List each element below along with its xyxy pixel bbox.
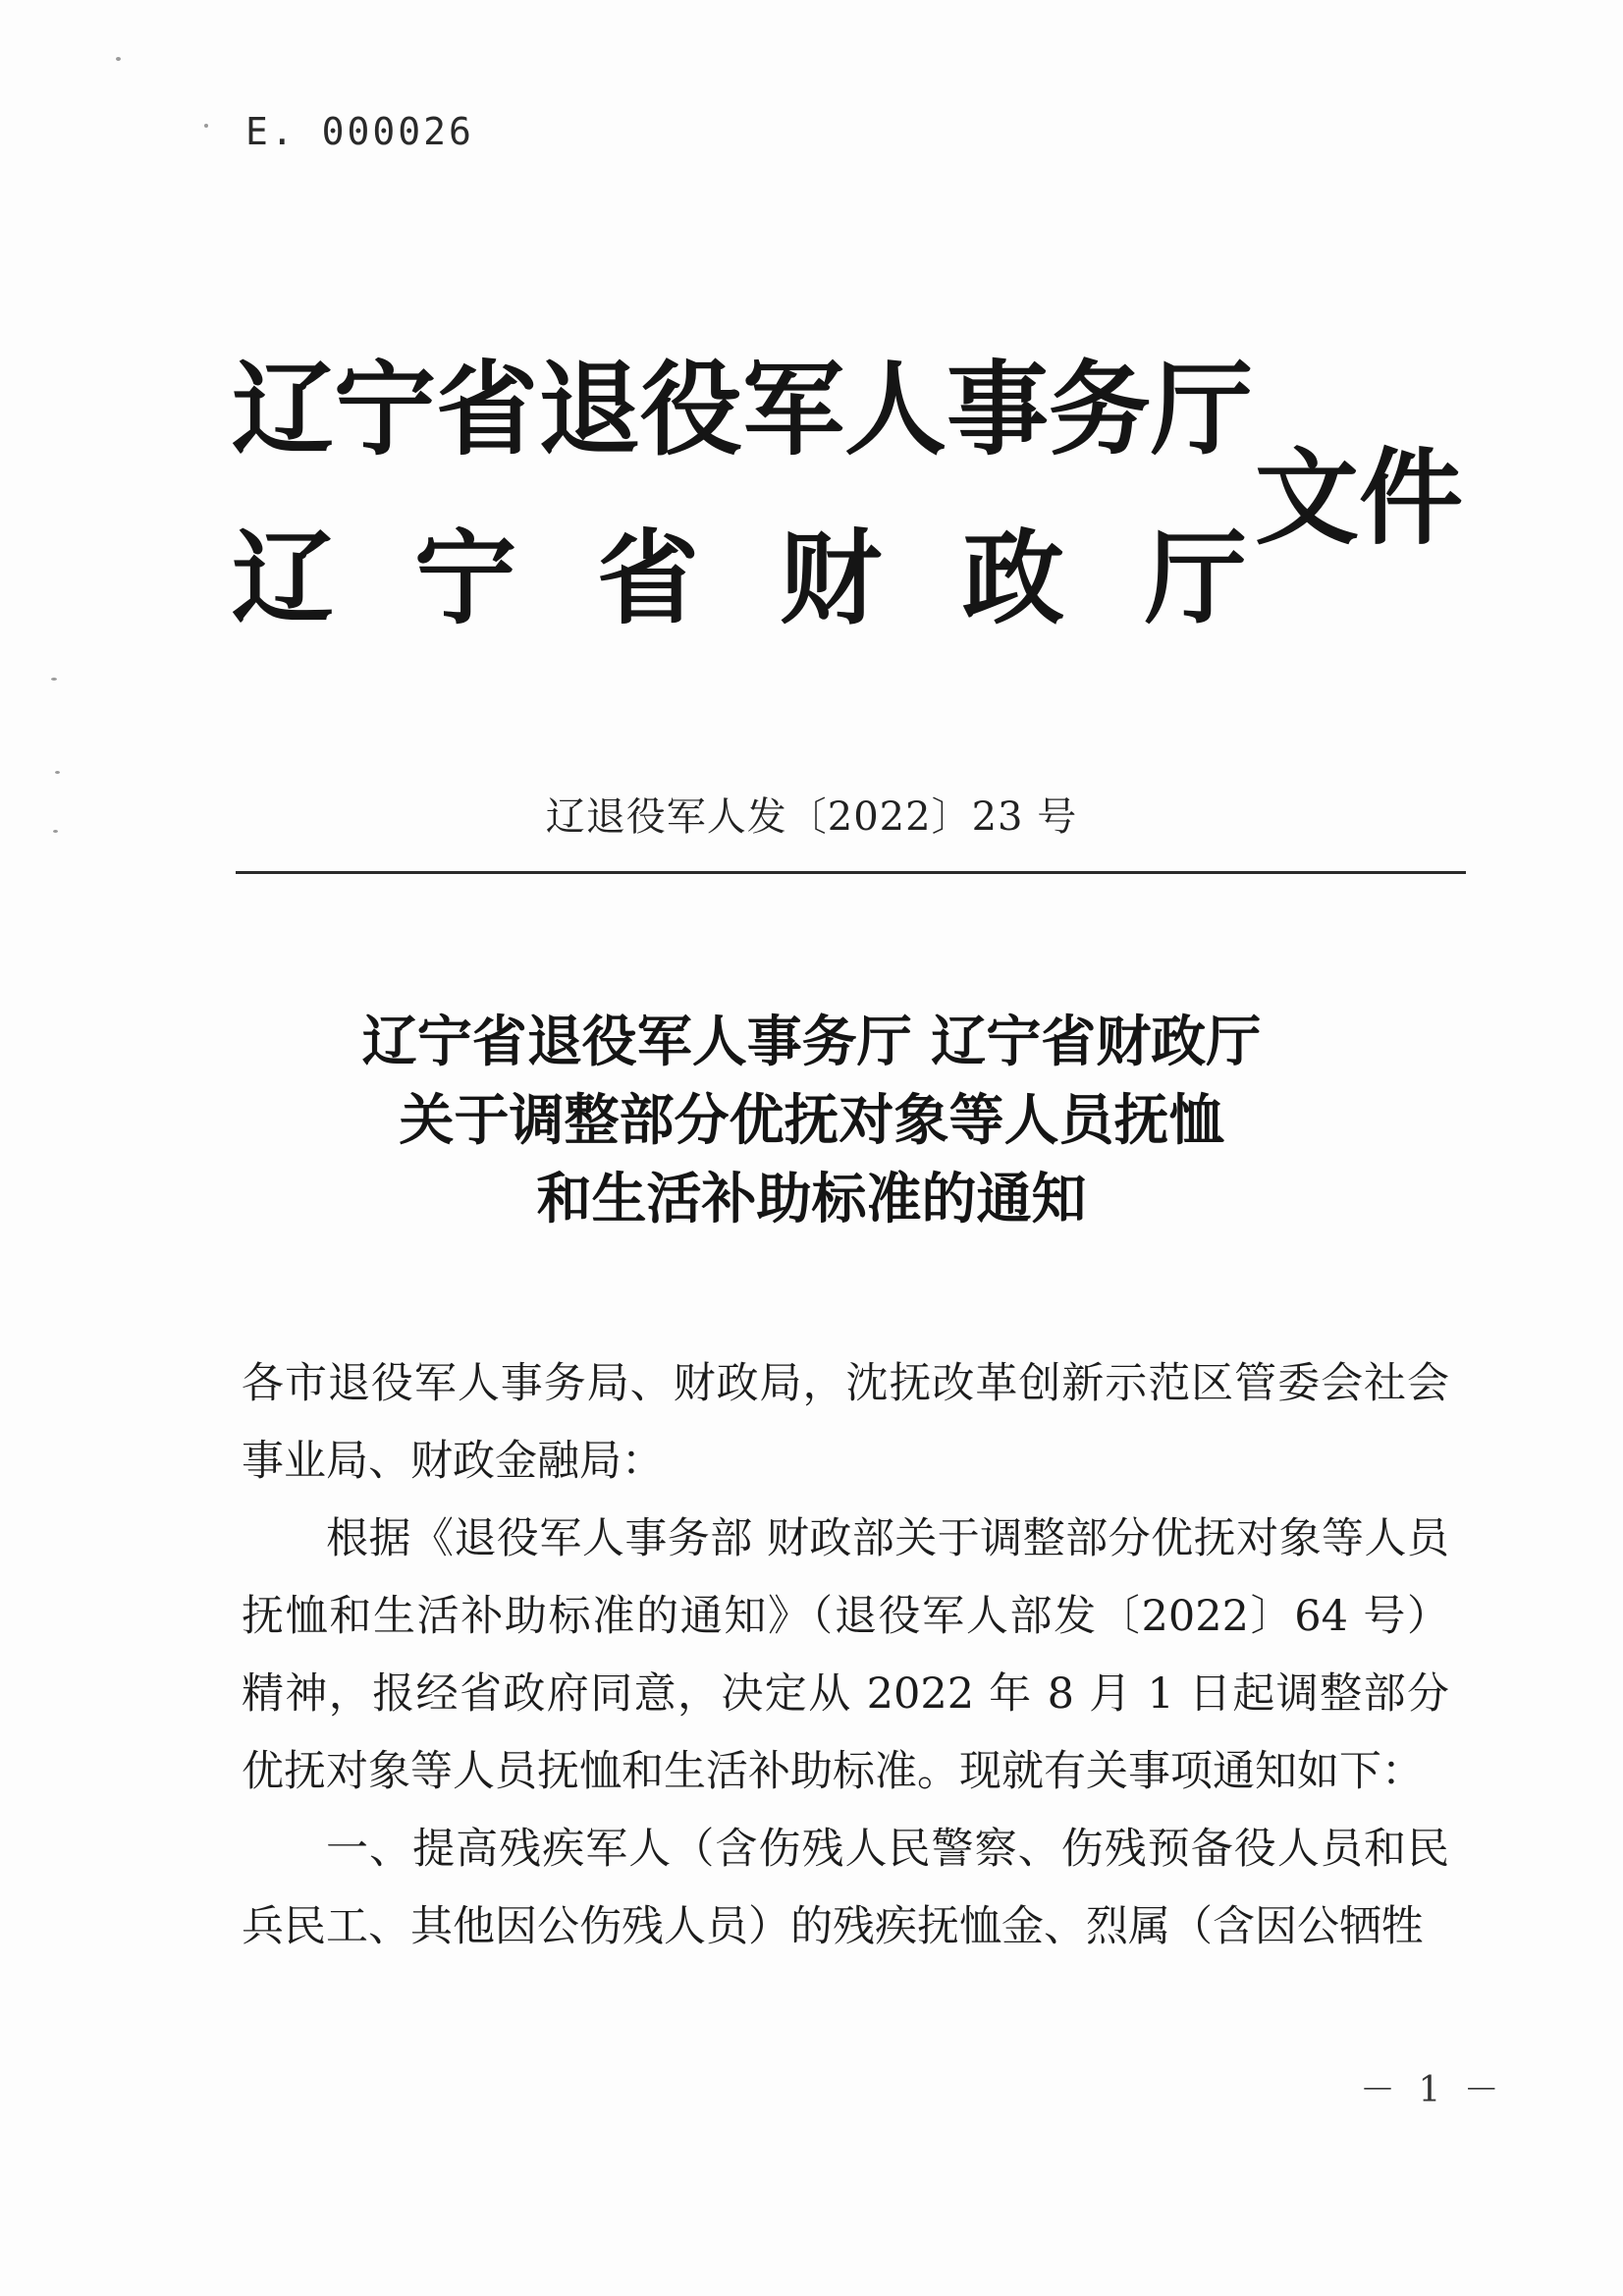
scan-speck bbox=[204, 124, 208, 128]
body-paragraph-2: 一、提高残疾军人（含伤残人民警察、伤残预备役人员和民兵民工、其他因公伤残人员）的残疾抚恤金、烈属（含因公牺牲 bbox=[242, 1825, 1449, 1951]
issuer-line-2: 辽宁省财政厅 bbox=[232, 519, 1328, 638]
issuer-header bbox=[232, 339, 1488, 663]
recipients-paragraph: 各市退役军人事务局、财政局，沈抚改革创新示范区管委会社会事业局、财政金融局： bbox=[242, 1359, 1449, 1486]
document-number: 辽退役军人发〔2022〕23 号 bbox=[545, 794, 1078, 840]
document-body bbox=[242, 1345, 1449, 1966]
page-number: － 1 － bbox=[1360, 2070, 1505, 2110]
scan-speck bbox=[55, 771, 60, 774]
archive-number: E. 000026 bbox=[245, 110, 474, 153]
scan-speck bbox=[51, 678, 57, 681]
body-paragraph-1: 根据《退役军人事务部 财政部关于调整部分优抚对象等人员抚恤和生活补助标准的通知》（退役军人部发〔2022〕64 号）精神，报经省政府同意，决定从 2022 年 8 月 1 日起调整部分优抚对象等人员抚恤和生活补助标准。现就有关事项通知如下： bbox=[242, 1514, 1449, 1796]
title-line-1: 辽宁省退役军人事务厅 辽宁省财政厅 bbox=[361, 1011, 1262, 1074]
scan-speck bbox=[116, 57, 121, 61]
issuer-suffix: 文件 bbox=[1255, 438, 1463, 559]
header-divider bbox=[236, 871, 1466, 874]
title-line-2: 关于调整部分优抚对象等人员抚恤 bbox=[399, 1089, 1224, 1153]
document-title bbox=[0, 1004, 1623, 1239]
title-line-3: 和生活补助标准的通知 bbox=[536, 1168, 1087, 1231]
issuer-line-1: 辽宁省退役军人事务厅 bbox=[232, 350, 1254, 469]
